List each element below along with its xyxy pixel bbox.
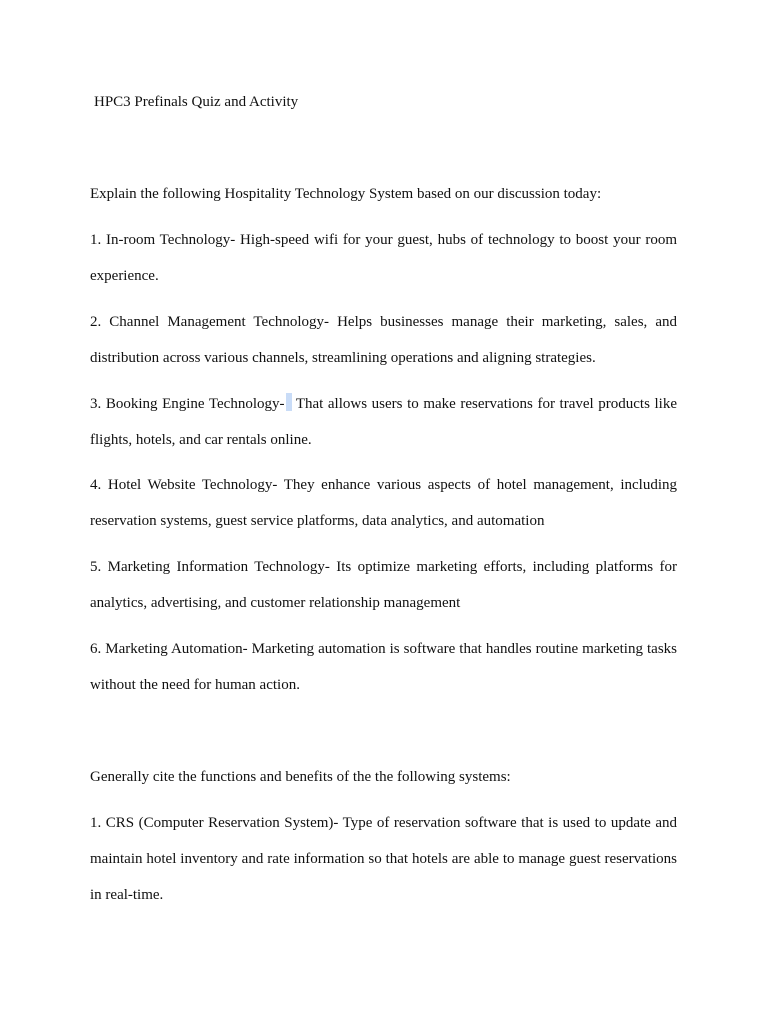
section2-item-1: 1. CRS (Computer Reservation System)- Type of reservation software that is used to update and maintain hotel inventory and rate information so that hotels are able to manage guest reservations in real-time. (90, 815, 677, 903)
section1-item-3-text: That allows users to make reservations for travel products like flights, hotels, and car rentals online. (90, 396, 678, 448)
section1-item-1: 1. In-room Technology- High-speed wifi for your guest, hubs of technology to boost your room experience. (90, 232, 677, 284)
text-cursor-highlight (286, 393, 292, 411)
section2-prompt: Generally cite the functions and benefits of the the following systems: (90, 769, 511, 785)
section1-item-3 (90, 386, 677, 458)
section1-item-2: 2. Channel Management Technology- Helps businesses manage their marketing, sales, and distribution across various channels, streamlining operations and aligning strategies. (90, 314, 677, 366)
section1-item-4: 4. Hotel Website Technology- They enhance various aspects of hotel management, including reservation systems, guest service platforms, data analytics, and automation (90, 477, 677, 529)
section1-prompt: Explain the following Hospitality Technology System based on our discussion today: (90, 186, 602, 202)
section1-item-5: 5. Marketing Information Technology- Its optimize marketing efforts, including platforms for analytics, advertising, and customer relationship management (90, 559, 677, 611)
section1-item-3-heading: 3. Booking Engine Technology- (90, 396, 285, 412)
section1-item-6: 6. Marketing Automation- Marketing automation is software that handles routine marketing tasks without the need for human action. (90, 641, 677, 693)
document-title: HPC3 Prefinals Quiz and Activity (94, 94, 299, 110)
